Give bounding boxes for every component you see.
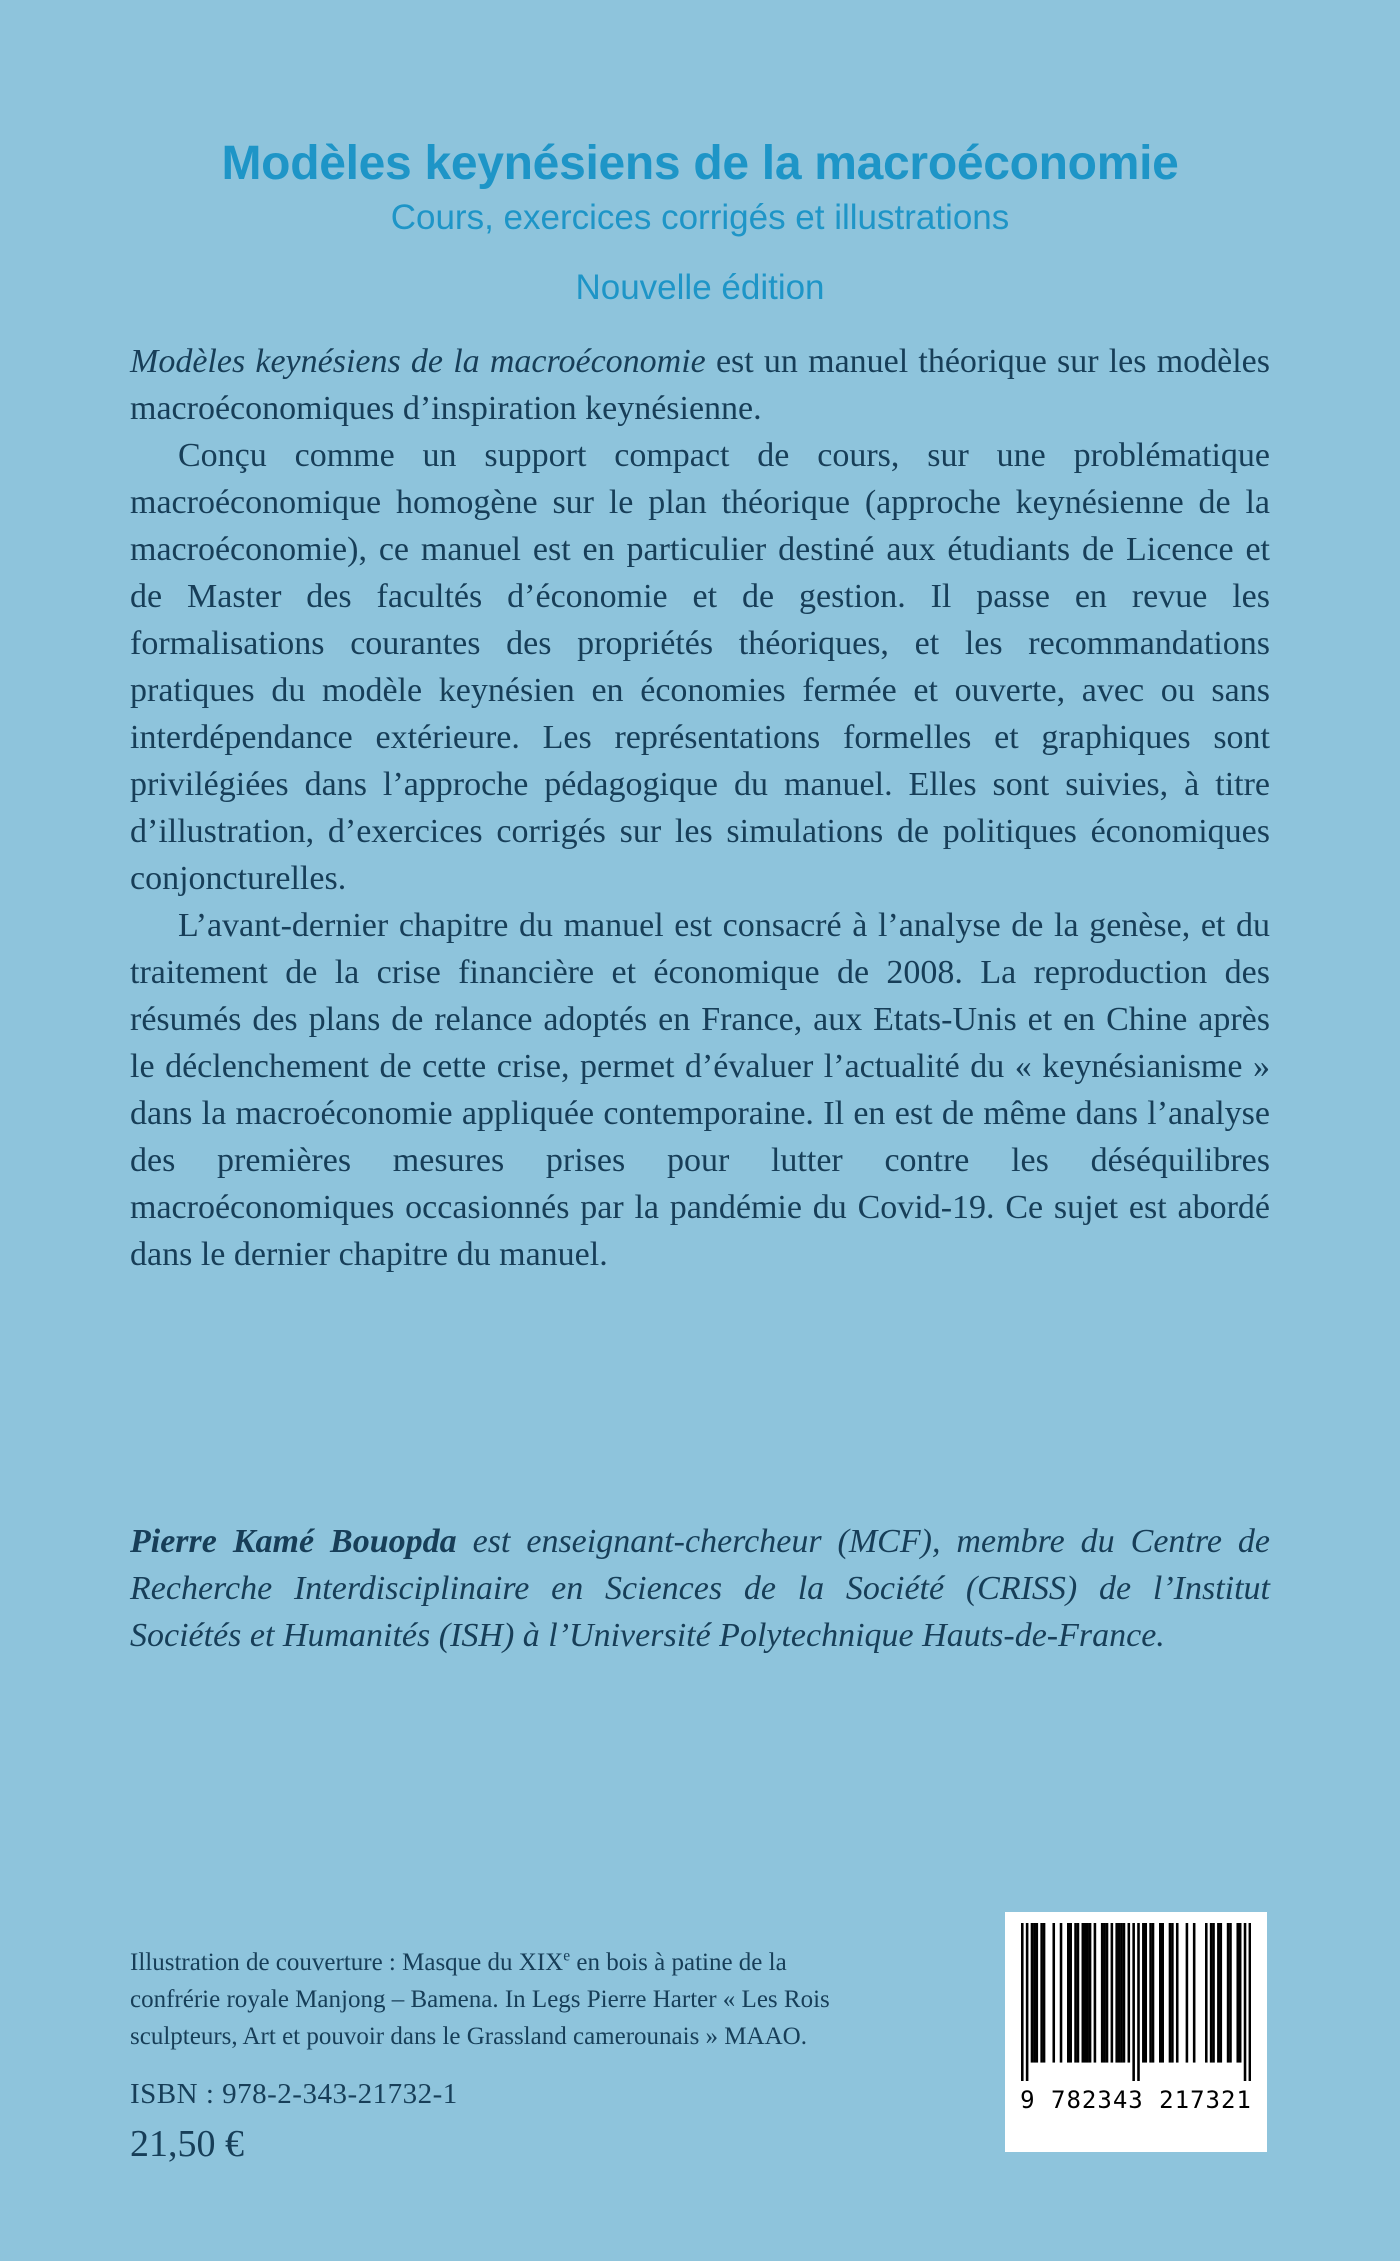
- synopsis: [130, 338, 1270, 1278]
- credit-line-3: sculpteurs, Art et pouvoir dans le Grassland camerounais » MAAO.: [130, 2023, 807, 2050]
- credit-superscript: e: [563, 1947, 571, 1965]
- credit-line-1-tail: en bois à patine de la: [570, 1949, 787, 1976]
- barcode-digits: 9 782343 217321: [1020, 2086, 1252, 2114]
- cover-illustration-credit: [130, 1944, 830, 2055]
- author-bio: [130, 1518, 1270, 1659]
- book-subtitle: Cours, exercices corrigés et illustrations: [390, 198, 1010, 237]
- synopsis-paragraph-1-text: est un manuel théorique sur les modèles macroéconomiques d’inspiration keynésienne.: [130, 343, 1271, 427]
- price-label: 21,50 €: [130, 2123, 244, 2165]
- synopsis-lead-italic: Modèles keynésiens de la macroéconomie: [130, 343, 706, 380]
- credit-line-2: confrérie royale Manjong – Bamena. In Legs Pierre Harter « Les Rois: [130, 1986, 830, 2013]
- credit-line-1-text: Illustration de couverture : Masque du XIX: [130, 1949, 564, 1976]
- isbn-label: ISBN : 978-2-343-21732-1: [130, 2078, 458, 2110]
- author-name: Pierre Kamé Bouopda: [130, 1523, 457, 1560]
- book-title: Modèles keynésiens de la macroéconomie: [221, 137, 1179, 191]
- author-bio-text: est enseignant-chercheur (MCF), membre du Centre de Recherche Interdisciplinaire en Sciences de la Société (CRISS) de l’Institut Sociétés et Humanités (ISH) à l’Université Polytechnique Hauts-de-France.: [130, 1523, 1270, 1654]
- synopsis-paragraph-3: L’avant-dernier chapitre du manuel est consacré à l’analyse de la genèse, et du traitement de la crise financière et économique de 2008. La reproduction des résumés des plans de relance adoptés en France, aux Etats-Unis et en Chine après le déclenchement de cette crise, permet d’évaluer l’actualité du « keynésianisme » dans la macroéconomie appliquée contemporaine. Il en est de même dans l’analyse des premières mesures prises pour lutter contre les déséquilibres macroéconomiques occasionnés par la pandémie du Covid-19. Ce sujet est abordé dans le dernier chapitre du manuel.: [130, 907, 1270, 1273]
- barcode: [1005, 1912, 1267, 2152]
- synopsis-paragraph-2: Conçu comme un support compact de cours, sur une problématique macroéconomique homogène sur le plan théorique (approche keynésienne de la macroéconomie), ce manuel est en particulier destiné aux étudiants de Licence et de Master des facultés d’économie et de gestion. Il passe en revue les formalisations courantes des propriétés théoriques, et les recommandations pratiques du modèle keynésien en économies fermée et ouverte, avec ou sans interdépendance extérieure. Les représentations formelles et graphiques sont privilégiées dans l’approche pédagogique du manuel. Elles sont suivies, à titre d’illustration, d’exercices corrigés sur les simulations de politiques économiques conjoncturelles.: [130, 437, 1270, 897]
- barcode-bars: [1021, 1923, 1251, 2081]
- synopsis-paragraph-1: [130, 338, 1270, 432]
- edition-label: Nouvelle édition: [575, 268, 825, 307]
- credit-line-1: [130, 1944, 830, 1981]
